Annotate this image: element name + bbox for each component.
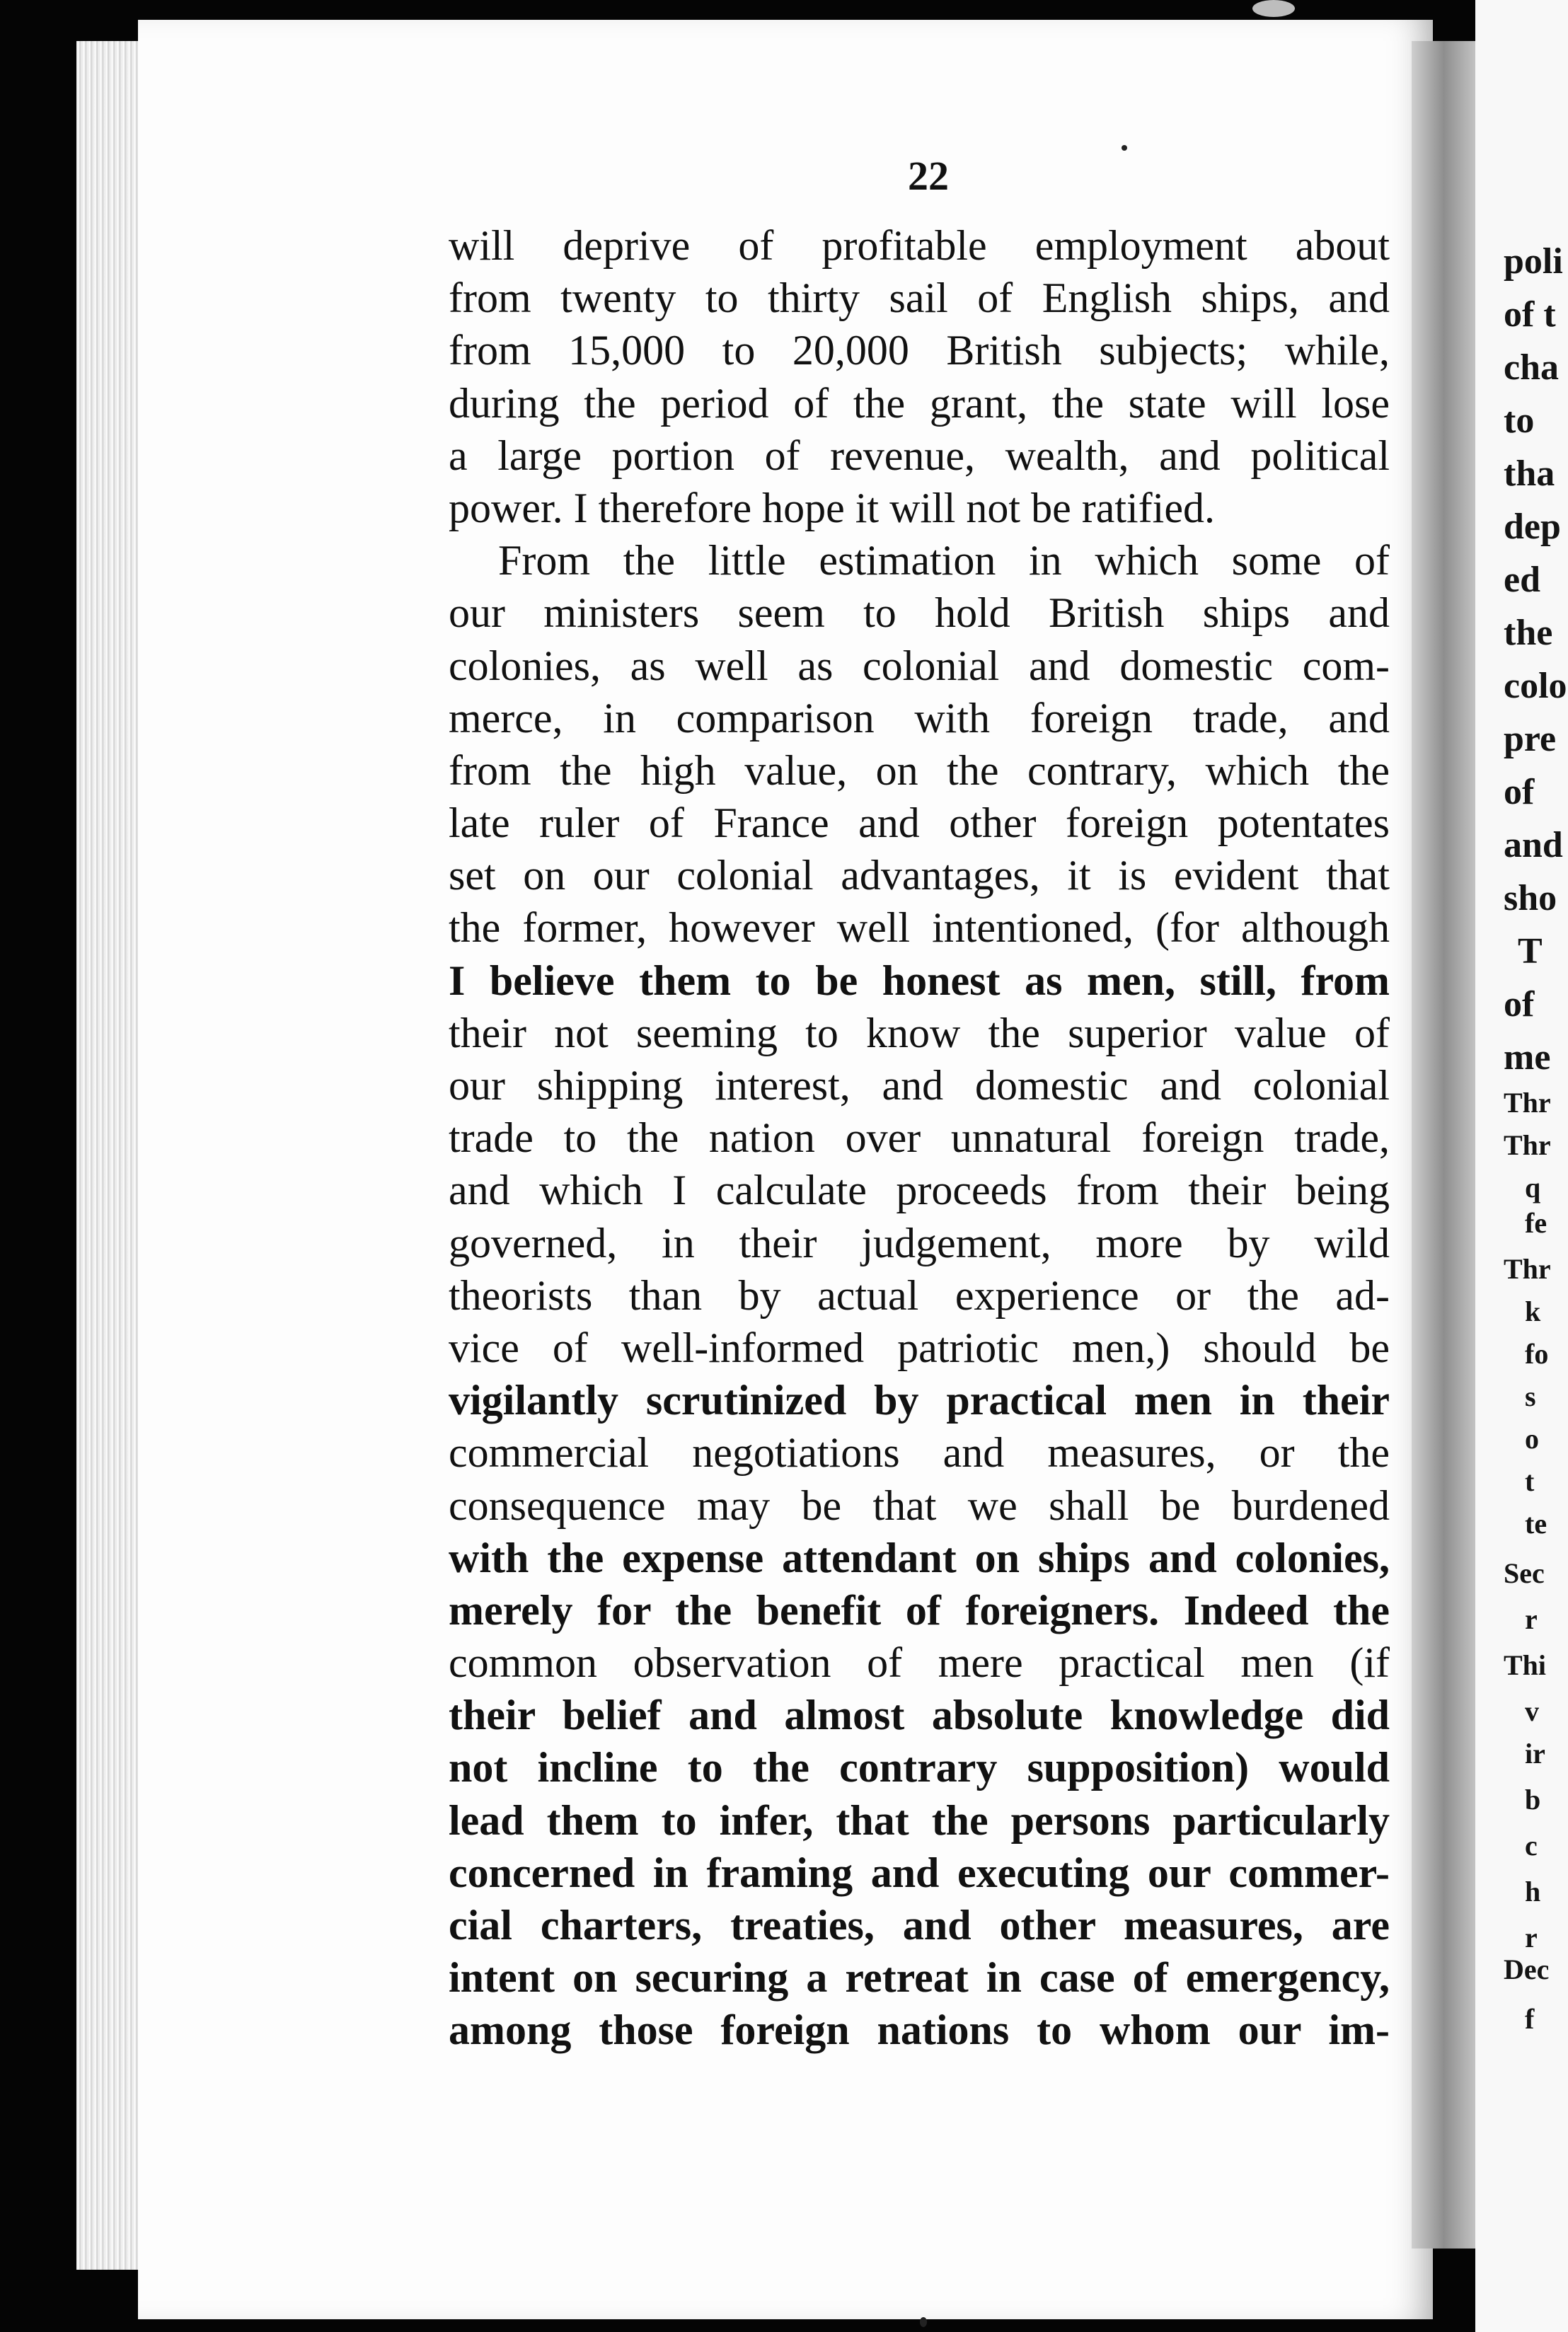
facing-page-fragment: sho — [1504, 878, 1557, 918]
facing-page-fragment: colo — [1504, 666, 1567, 706]
facing-page-fragment: Sec — [1504, 1557, 1545, 1589]
text-line: from the high value, on the contrary, which the — [449, 746, 1390, 794]
facing-page-fragment: t — [1525, 1465, 1535, 1497]
page-body-text — [449, 219, 1390, 2057]
facing-page-fragment: T — [1518, 931, 1543, 971]
facing-page-fragment: ir — [1525, 1738, 1545, 1770]
facing-page-fragment: fo — [1525, 1338, 1549, 1370]
facing-page-fragment: the — [1504, 613, 1553, 653]
facing-page-fragment: poli — [1504, 241, 1563, 282]
page-number: 22 — [908, 153, 949, 199]
text-line: their belief and almost absolute knowledge did — [449, 1692, 1390, 1739]
text-line: common observation of mere practical men (if — [449, 1639, 1390, 1687]
text-line: From the little estimation in which some of — [498, 537, 1390, 584]
text-line: from twenty to thirty sail of English ships, and — [449, 275, 1390, 322]
facing-page-fragment: v — [1525, 1695, 1539, 1727]
text-line: governed, in their judgement, more by wild — [449, 1219, 1390, 1266]
text-line: set on our colonial advantages, it is evident that — [449, 852, 1390, 899]
facing-page-fragment: cha — [1504, 347, 1559, 388]
text-line: intent on securing a retreat in case of emergency, — [449, 1954, 1390, 2002]
text-line: colonies, as well as colonial and domestic com- — [449, 642, 1390, 689]
facing-page-fragment: r — [1525, 1603, 1538, 1635]
facing-page-fragment: k — [1525, 1295, 1541, 1327]
facing-page-fragment: Thr — [1504, 1253, 1551, 1285]
facing-page-fragment: r — [1525, 1922, 1538, 1953]
ink-speck — [1122, 145, 1127, 151]
text-line: consequence may be that we shall be burdened — [449, 1482, 1390, 1529]
ink-speck — [1252, 0, 1295, 17]
facing-page-fragment: c — [1525, 1830, 1538, 1861]
text-line: commercial negotiations and measures, or the — [449, 1429, 1390, 1477]
facing-page-fragment: me — [1504, 1037, 1551, 1078]
facing-page-fragment: f — [1525, 2003, 1535, 2035]
text-line: trade to the nation over unnatural foreign trade, — [449, 1114, 1390, 1162]
ink-speck — [920, 2317, 927, 2327]
facing-page-fragment: of t — [1504, 294, 1556, 335]
text-line: not incline to the contrary supposition) would — [449, 1744, 1390, 1791]
facing-page-fragment: dep — [1504, 507, 1561, 547]
facing-page-fragment: te — [1525, 1508, 1547, 1540]
text-line: power. I therefore hope it will not be ratified. — [449, 484, 1215, 531]
text-line: from 15,000 to 20,000 British subjects; while, — [449, 327, 1390, 374]
text-line: our shipping interest, and domestic and colonial — [449, 1062, 1390, 1109]
text-line: merely for the benefit of foreigners. Indeed the — [449, 1586, 1390, 1634]
stacked-page-edges — [76, 41, 142, 2270]
text-line: during the period of the grant, the state will lose — [449, 379, 1390, 427]
facing-page-fragment: tha — [1504, 454, 1555, 494]
facing-page-fragment: ed — [1504, 560, 1540, 600]
facing-page-fragment: of — [1504, 772, 1535, 812]
text-line: will deprive of profitable employment about — [449, 222, 1390, 269]
facing-page-fragment: of — [1504, 984, 1535, 1024]
facing-page-fragment: Thi — [1504, 1649, 1547, 1681]
text-line: the former, however well intentioned, (for although — [449, 904, 1390, 952]
facing-page-fragment: to — [1504, 400, 1535, 441]
text-line: their not seeming to know the superior value of — [449, 1009, 1390, 1056]
text-line: among those foreign nations to whom our im- — [449, 2007, 1390, 2054]
text-line: late ruler of France and other foreign potentates — [449, 800, 1390, 847]
text-line: with the expense attendant on ships and colonies, — [449, 1534, 1390, 1581]
facing-page-fragment: b — [1525, 1784, 1541, 1816]
facing-page-fragment: Thr — [1504, 1087, 1551, 1119]
facing-page-fragment: s — [1525, 1380, 1536, 1412]
facing-page-fragment: Dec — [1504, 1953, 1550, 1985]
facing-page-fragment: fe — [1525, 1207, 1547, 1239]
text-line: lead them to infer, that the persons particularly — [449, 1796, 1390, 1844]
text-line: vigilantly scrutinized by practical men in their — [449, 1377, 1390, 1424]
facing-page-fragment: o — [1525, 1423, 1539, 1455]
facing-page-fragment: Thr — [1504, 1129, 1551, 1161]
text-line: and which I calculate proceeds from their being — [449, 1167, 1390, 1214]
facing-page-fragment: and — [1504, 825, 1563, 865]
text-line: concerned in framing and executing our commer- — [449, 1849, 1390, 1896]
text-line: vice of well-informed patriotic men,) should be — [449, 1324, 1390, 1371]
text-line: theorists than by actual experience or the ad- — [449, 1271, 1390, 1319]
facing-page-fragment: q — [1525, 1172, 1541, 1203]
facing-page-fragment: pre — [1504, 719, 1557, 759]
text-line: cial charters, treaties, and other measures, are — [449, 1902, 1390, 1949]
facing-page-fragment: h — [1525, 1876, 1541, 1907]
text-line: our ministers seem to hold British ships and — [449, 589, 1390, 637]
text-line: merce, in comparison with foreign trade, and — [449, 694, 1390, 741]
text-line: I believe them to be honest as men, still, from — [449, 957, 1390, 1004]
text-line: a large portion of revenue, wealth, and political — [449, 432, 1390, 479]
facing-page — [1475, 0, 1568, 2332]
